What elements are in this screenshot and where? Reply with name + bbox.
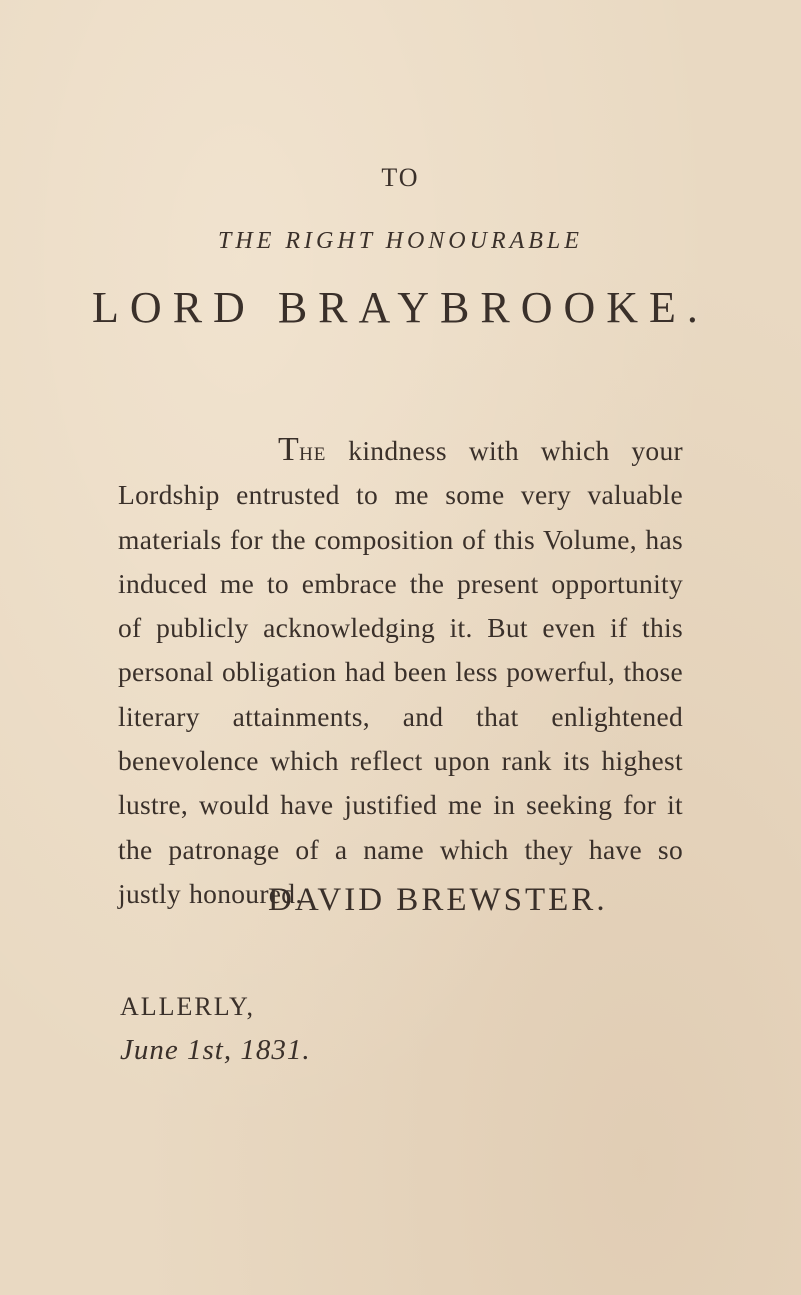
place: ALLERLY, [120, 992, 255, 1021]
dedication-to: TO [381, 163, 420, 192]
drop-capital: T [278, 431, 300, 468]
addressee-title: THE RIGHT HONOURABLE [218, 228, 583, 254]
addressee-name: LORD BRAYBROOKE. [92, 283, 709, 332]
signature: DAVID BREWSTER. [268, 882, 608, 918]
first-word-rest: he [299, 435, 327, 466]
date: June 1st, 1831. [120, 1034, 311, 1066]
letter-body: kindness with which your Lordship entrusted to me some very valuable materials for the composition of this Volume, has induced me to embrace the present opportunity of publicly acknowledging it. But even if this personal obligation had been less powerful, those literary attainments, and that enlightened benevolence which reflect upon rank its highest lustre, would have justified me in seeking for it the patronage of a name which they have so justly honoured. [118, 435, 683, 909]
dedication-letter [118, 428, 683, 916]
